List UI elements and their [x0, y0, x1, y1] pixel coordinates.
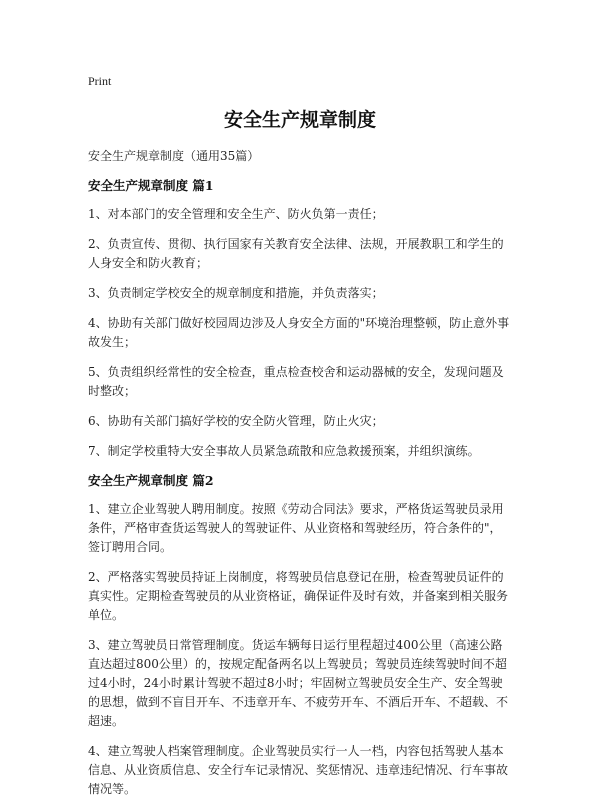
- paragraph: 3、负责制定学校安全的规章制度和措施，并负责落实；: [88, 286, 384, 300]
- section-heading-2: 安全生产规章制度 篇2: [88, 473, 214, 488]
- section-heading-1: 安全生产规章制度 篇1: [88, 178, 214, 193]
- paragraph: 1、对本部门的安全管理和安全生产、防火负第一责任；: [88, 207, 384, 221]
- paragraph: 2、负责宣传、贯彻、执行国家有关教育安全法律、法规，开展教职工和学生的人身安全和防火教育；: [88, 237, 504, 270]
- paragraph: 5、负责组织经常性的安全检查，重点检查校舍和运动器械的安全，发现问题及时整改；: [88, 365, 504, 398]
- print-link[interactable]: Print: [88, 74, 112, 88]
- paragraph: 4、建立驾驶人档案管理制度。企业驾驶员实行一人一档，内容包括驾驶人基本信息、从业资质信息、安全行车记录情况、奖惩情况、违章违纪情况、行车事故情况等。: [88, 744, 509, 796]
- paragraph: 3、建立驾驶员日常管理制度。货运车辆每日运行里程超过400公里（高速公路直达超过800公里）的，按规定配备两名以上驾驶员；驾驶员连续驾驶时间不超过4小时，24小时累计驾驶不超过8小时；牢固树立驾驶员安全生产、安全驾驶的思想，做到不盲目开车、不违章开车、不疲劳开车、不酒后开车、不超载、不超速。: [88, 638, 509, 728]
- paragraph: 7、制定学校重特大安全事故人员紧急疏散和应急救援预案，并组织演练。: [88, 444, 480, 458]
- page-title: 安全生产规章制度: [223, 109, 376, 131]
- paragraph: 6、协助有关部门搞好学校的安全防火管理，防止火灾；: [88, 414, 384, 428]
- document-subtitle: 安全生产规章制度（通用35篇）: [88, 149, 260, 163]
- paragraph: 4、协助有关部门做好校园周边涉及人身安全方面的"环境治理整顿，防止意外事故发生；: [88, 316, 510, 349]
- paragraph: 2、严格落实驾驶员持证上岗制度，将驾驶员信息登记在册，检查驾驶员证件的真实性。定期检查驾驶员的从业资格证，确保证件及时有效，并备案到相关服务单位。: [88, 570, 509, 622]
- paragraph: 1、建立企业驾驶人聘用制度。按照《劳动合同法》要求，严格货运驾驶员录用条件，严格审查货运驾驶人的驾驶证件、从业资格和驾驶经历，符合条件的"，签订聘用合同。: [88, 502, 504, 554]
